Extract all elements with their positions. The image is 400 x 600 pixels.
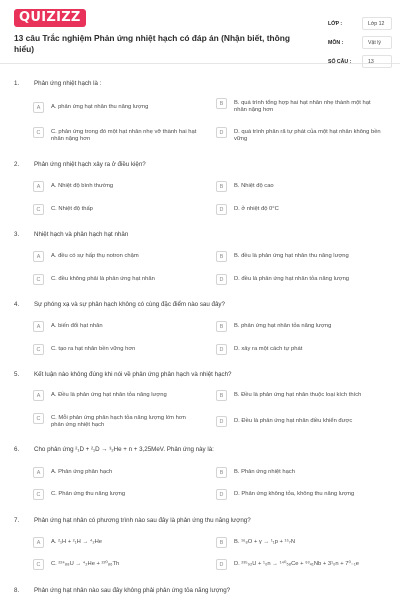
question-header [14, 301, 384, 309]
option-letter: B [216, 537, 227, 548]
option-letter: B [216, 390, 227, 401]
option-a[interactable] [33, 467, 198, 478]
question-number: 2. [14, 161, 20, 168]
option-text: A. đều có sự hấp thụ notron chậm [51, 252, 139, 259]
meta-subject-label: MÔN : [328, 39, 344, 46]
option-text: B. phản ứng hạt nhân tỏa năng lượng [234, 322, 332, 329]
option-letter: A [33, 467, 44, 478]
option-b[interactable] [216, 537, 381, 548]
meta-count [328, 52, 392, 71]
question-text: Phản ứng hạt nhân nào sau đây không phải phản ứng tỏa năng lượng? [34, 587, 231, 594]
option-text: D. ²³⁵₉₂U + ¹₀n → ¹⁴⁰₅₈Ce + ⁹³₄₁Nb + 3¹₀n + 7⁰₋₁e [234, 560, 360, 567]
option-a[interactable] [33, 321, 198, 332]
option-text: A. Đều là phản ứng hạt nhân tỏa năng lượng [51, 391, 167, 398]
option-d[interactable] [216, 274, 381, 285]
option-text: C. ²²⁴₈₈U → ⁴₂He + ²²⁰₈₆Th [51, 560, 120, 567]
meta-subject [328, 33, 392, 52]
option-c[interactable] [33, 127, 198, 143]
option-text: D. ở nhiệt độ 0°C [234, 205, 279, 212]
option-text: C. Nhiệt độ thấp [51, 205, 93, 212]
question-text: Nhiệt hạch và phân hạch hạt nhân [34, 231, 129, 238]
option-letter: C [33, 344, 44, 355]
meta-class [328, 14, 392, 33]
option-text: C. Phản ứng thu năng lượng [51, 490, 126, 497]
option-text: D. Đều là phản ứng hạt nhân điều khiển được [234, 417, 353, 424]
question-text: Phản ứng nhiệt hạch là : [34, 80, 102, 87]
question-number: 3. [14, 231, 20, 238]
question-number: 8. [14, 587, 20, 594]
option-letter: A [33, 251, 44, 262]
question-header [14, 80, 384, 88]
question-header [14, 161, 384, 169]
option-c[interactable] [33, 489, 198, 500]
option-d[interactable] [216, 416, 381, 427]
option-letter: B [216, 467, 227, 478]
option-d[interactable] [216, 344, 381, 355]
question-header [14, 587, 384, 595]
option-b[interactable] [216, 251, 381, 262]
meta-count-label: SỐ CÂU : [328, 58, 352, 65]
option-letter: A [33, 390, 44, 401]
option-d[interactable] [216, 127, 381, 143]
option-letter: D [216, 274, 227, 285]
option-a[interactable] [33, 251, 198, 262]
option-c[interactable] [33, 413, 198, 429]
option-letter: A [33, 102, 44, 113]
option-text: B. ¹⁶₈O + γ → ¹₁p + ¹⁵₇N [234, 538, 296, 545]
option-b[interactable] [216, 390, 381, 401]
option-b[interactable] [216, 321, 381, 332]
option-text: D. xảy ra một cách tự phát [234, 345, 303, 352]
option-c[interactable] [33, 344, 198, 355]
question-header [14, 231, 384, 239]
option-c[interactable] [33, 559, 198, 570]
option-text: C. phản ứng trong đó một hạt nhân nhẹ vỡ thành hai hạt nhân nặng hơn [51, 128, 197, 142]
page-header [0, 0, 400, 64]
question-header [14, 371, 384, 379]
option-text: A. Nhiệt độ bình thường [51, 182, 114, 189]
option-letter: B [216, 321, 227, 332]
option-text: D. đều là phản ứng hạt nhân tỏa năng lượng [234, 275, 350, 282]
option-text: C. đều không phải là phản ứng hạt nhân [51, 275, 155, 282]
option-letter: B [216, 98, 227, 109]
option-letter: D [216, 489, 227, 500]
option-letter: C [33, 559, 44, 570]
question-text: Phản ứng hạt nhân có phương trình nào sau đây là phản ứng thu năng lượng? [34, 517, 251, 524]
option-letter: C [33, 413, 44, 424]
option-b[interactable] [216, 467, 381, 478]
option-text: C. Mỗi phản ứng phân hạch tỏa năng lượng lớn hơn phản ứng nhiệt hạch [51, 414, 186, 428]
question-text: Phản ứng nhiệt hạch xảy ra ở điều kiện? [34, 161, 146, 168]
option-letter: C [33, 274, 44, 285]
option-a[interactable] [33, 390, 198, 401]
option-letter: D [216, 127, 227, 138]
quizizz-logo [14, 10, 86, 26]
question-number: 5. [14, 371, 20, 378]
option-letter: A [33, 321, 44, 332]
question-header [14, 517, 384, 525]
option-d[interactable] [216, 204, 381, 215]
option-text: A. Phản ứng phân hạch [51, 468, 113, 475]
question-text: Cho phản ứng ²₁D + ²₁D → ³₂He + n + 3,25MeV. Phản ứng này là: [34, 446, 214, 453]
option-text: A. ²₁H + ²₁H → ⁴₂He [51, 538, 103, 545]
option-text: B. Nhiệt độ cao [234, 182, 274, 189]
option-letter: C [33, 127, 44, 138]
option-a[interactable] [33, 537, 198, 548]
option-letter: A [33, 181, 44, 192]
option-d[interactable] [216, 559, 381, 570]
option-text: B. Đều là phản ứng hạt nhân thuộc loại kích thích [234, 391, 362, 398]
option-text: D. Phản ứng không tỏa, không thu năng lượng [234, 490, 355, 497]
option-c[interactable] [33, 204, 198, 215]
option-letter: C [33, 489, 44, 500]
option-b[interactable] [216, 181, 381, 192]
option-c[interactable] [33, 274, 198, 285]
option-letter: D [216, 559, 227, 570]
question-text: Kết luận nào không đúng khi nói về phản ứng phân hạch và nhiệt hạch? [34, 371, 232, 378]
option-text: B. quá trình tổng hợp hai hạt nhân nhẹ thành một hạt nhân nặng hơn [234, 99, 371, 113]
question-number: 1. [14, 80, 20, 87]
logo-text: QUIZIZZ [14, 9, 86, 27]
option-letter: D [216, 344, 227, 355]
meta-class-label: LỚP : [328, 20, 343, 27]
question-number: 7. [14, 517, 20, 524]
document-title: 13 câu Trắc nghiệm Phản ứng nhiệt hạch có đáp án (Nhận biết, thông hiểu) [14, 33, 290, 54]
option-d[interactable] [216, 489, 381, 500]
option-letter: A [33, 537, 44, 548]
question-text: Sự phóng xạ và sự phân hạch không có cùng đặc điểm nào sau đây? [34, 301, 225, 308]
question-number: 4. [14, 301, 20, 308]
option-text: A. phản ứng hạt nhân thu năng lượng [51, 103, 149, 110]
option-letter: B [216, 251, 227, 262]
option-text: B. đều là phản ứng hạt nhân thu năng lượng [234, 252, 349, 259]
option-text: C. tạo ra hạt nhân bền vững hơn [51, 345, 136, 352]
option-letter: C [33, 204, 44, 215]
option-letter: D [216, 204, 227, 215]
meta-subject-value: Vật lý [362, 36, 392, 49]
option-a[interactable] [33, 102, 198, 113]
meta-info [328, 14, 392, 71]
option-letter: B [216, 181, 227, 192]
meta-class-value: Lớp 12 [362, 17, 392, 30]
option-b[interactable] [216, 98, 381, 114]
question-number: 6. [14, 446, 20, 453]
option-text: B. Phản ứng nhiệt hạch [234, 468, 295, 475]
option-letter: D [216, 416, 227, 427]
option-text: D. quá trình phân rã tự phát của một hạt nhân không bền vững [234, 128, 381, 142]
meta-count-value: 13 [362, 55, 392, 68]
option-a[interactable] [33, 181, 198, 192]
option-text: A. biến đổi hạt nhân [51, 322, 103, 329]
question-header [14, 446, 384, 454]
